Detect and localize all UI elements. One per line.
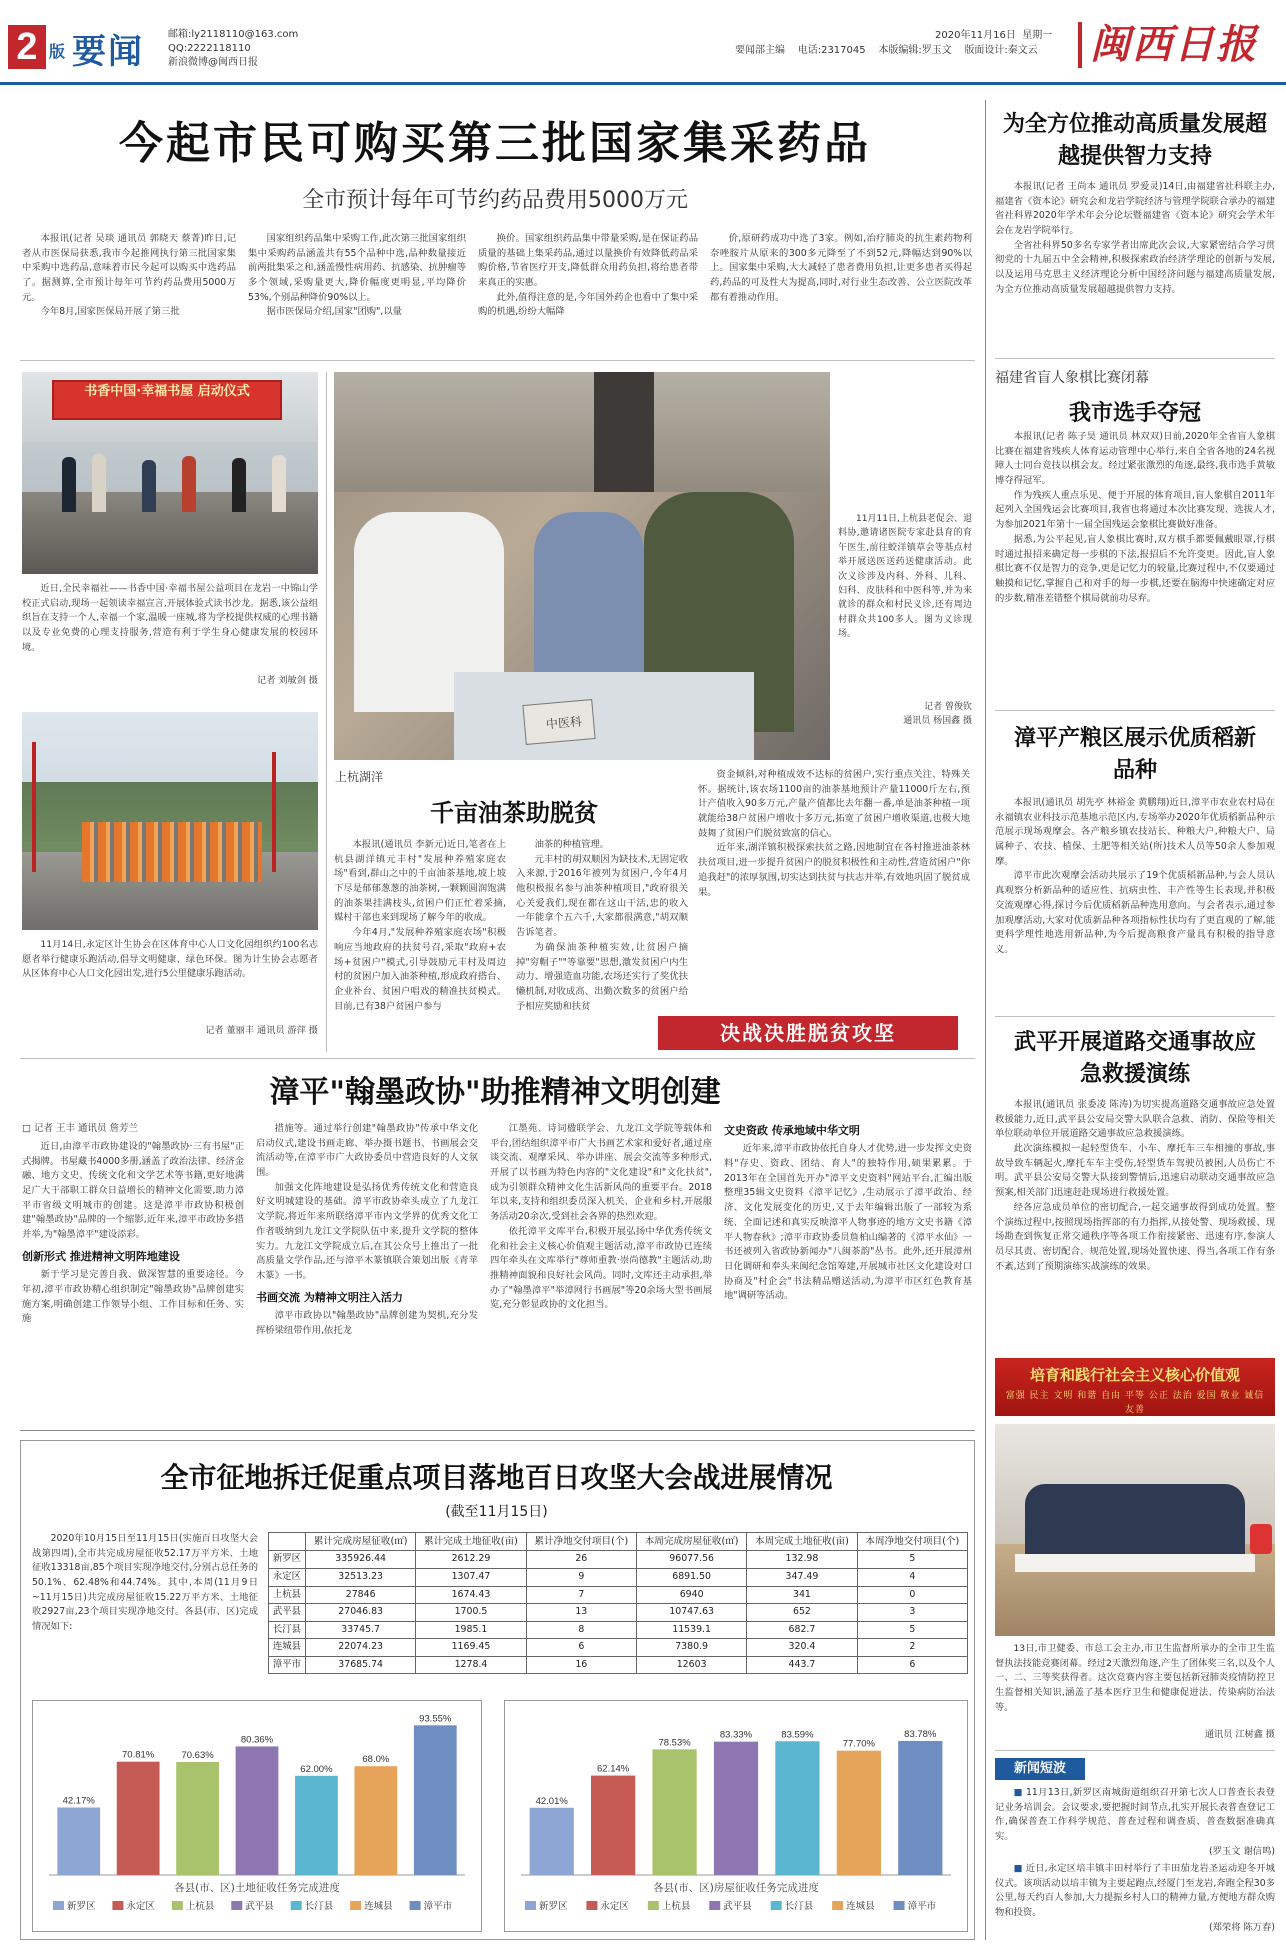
- table-cell: 长汀县: [269, 1621, 306, 1639]
- photo-fun-run-caption: 11月14日,永定区计生协会在区体育中心人口文化园组织约100名志愿者举行健康乐跑活动,倡导文明健康、绿色环保。图为计生协会志愿者从区体育中心人口文化园出发,进行5公里健康乐跑活动。: [22, 939, 318, 980]
- paragraph: 本报讯(记者 王尚本 通讯员 罗爱灵)14日,由福建省社科联主办,福建省《资本论》研究会和龙岩学院经济与管理学院联合承办的福建省社科界2020年学术年会分论坛暨福建省《资本论》研究会学术年会在龙岩学院举行。: [995, 181, 1275, 237]
- legend-swatch: [112, 1901, 123, 1910]
- legend-label: 上杭县: [185, 1901, 215, 1912]
- legend-swatch: [231, 1901, 242, 1910]
- legend-label: 上杭县: [661, 1901, 691, 1912]
- legend-swatch: [291, 1901, 302, 1910]
- paragraph: 近年来,湖洋镇积极探索扶贫之路,因地制宜在各村推进油茶林扶贫项目,进一步提升贫困户的脱贫积极性和主动性,营造贫困户"你追我赶"的浓厚氛围,切实达到扶贫与扶志并举,有效地巩固了脱贫成果。: [698, 842, 970, 898]
- table-cell: 443.7: [747, 1656, 857, 1674]
- table-cell: 37685.74: [305, 1656, 415, 1674]
- paragraph: 全省社科界50多名专家学者出席此次会议,大家紧密结合学习贯彻党的十九届五中全会精神,积极探索政治经济学理论的创新与发展,以及运用马克思主义经济理论分析中国经济问题与福建高质量发展,为全方位推动高质量发展超越提供智力支持。: [995, 239, 1275, 295]
- tea-kicker: 上杭湖洋: [335, 770, 384, 784]
- page-designer: 版面设计:秦文云: [964, 45, 1038, 56]
- table-cell: 5: [857, 1621, 967, 1639]
- table-cell: 347.49: [747, 1568, 857, 1586]
- core-values-list: 富强 民主 文明 和谐 自由 平等 公正 法治 爱国 敬业 诚信 友善: [1005, 1391, 1265, 1415]
- legend-swatch: [172, 1901, 183, 1910]
- paragraph: 元丰村的胡双顺因为缺技术,无固定收入来源,于2016年被列为贫困户,今年4月他积极报名参与油茶种植项目,"政府很关心关爱我们,现在都在这山干活,忠的收入一年能拿个五六千,大家都很满意,"胡双顺告诉笔者。: [516, 853, 688, 939]
- legend-swatch: [410, 1901, 421, 1910]
- table-cell: 682.7: [747, 1621, 857, 1639]
- bar-永定区: [117, 1762, 160, 1875]
- paragraph: 作为残疾人重点乐见、便于开展的体育项目,盲人象棋自2011年起列入全国残运会比赛项目,我省也将通过本次比赛发现、选拔人才,为参加2021年第十一届全国残运会象棋比赛做好准备。: [995, 489, 1275, 531]
- table-header: 累计净地交付项目(个): [526, 1533, 636, 1551]
- news-brief-1: ■ 11月13日,新罗区南城街道组织召开第七次人口普查长表登记业务培训会。会议要求,要把握时间节点,扎实开展长表普查登记工作,确保普查工作科学规范、普查过程和调查质、普查数据准确真实。 (罗玉文 谢信鸣): [995, 1787, 1275, 1857]
- photo-free-clinic: [334, 372, 830, 760]
- table-cell: 新罗区: [269, 1551, 306, 1569]
- photo-fun-run: [22, 712, 318, 930]
- right-a3-body: [995, 796, 1275, 958]
- paragraph: 资金倾斜,对种植成效不达标的贫困户,实行重点关注、特殊关怀。据统计,该农场1100亩的油茶基地预计产量11000斤左右,预计产值收入90多万元,产量产值都比去年翻一番,单是油茶种植一项就能给38户贫困户增收十多万元,拓宽了贫困户增收渠道,也极大地鼓舞了贫困户们脱贫致富的信心。: [698, 769, 970, 839]
- table-header: 本周完成房屋征收(㎡): [636, 1533, 746, 1551]
- core-values-banner: [995, 1358, 1275, 1416]
- bar-value-label: 70.63%: [181, 1749, 214, 1761]
- table-cell: 1985.1: [416, 1621, 526, 1639]
- bar-value-label: 83.78%: [904, 1728, 937, 1740]
- table-cell: 16: [526, 1656, 636, 1674]
- table-row: [269, 1656, 968, 1674]
- house-chart: [504, 1700, 968, 1932]
- bar-长汀县: [295, 1776, 338, 1875]
- bar-value-label: 83.59%: [781, 1729, 814, 1741]
- legend-label: 新罗区: [539, 1901, 568, 1912]
- bar-长汀县: [775, 1741, 819, 1875]
- table-cell: 33745.7: [305, 1621, 415, 1639]
- legend-swatch: [648, 1901, 659, 1910]
- tea-col-1: [334, 838, 506, 1014]
- legend-swatch: [832, 1901, 843, 1910]
- bar-新罗区: [57, 1808, 100, 1875]
- paragraph: 本报讯(记者 陈子昊 通讯员 林双双)日前,2020年全省盲人象棋比赛在福建省残疾人体育运动管理中心举行,来自全省各地的24名视障人士同台竞技以棋会友。经过紧张激烈的角逐,最终,我市选手黄敏博夺得冠军。: [995, 431, 1275, 487]
- photo-fun-run-credit: 记者 董丽丰 通讯员 游萍 摄: [205, 1025, 318, 1036]
- tea-col-3: [698, 768, 970, 900]
- table-cell: 4: [857, 1568, 967, 1586]
- table-cell: 7: [526, 1586, 636, 1604]
- legend-swatch: [709, 1901, 720, 1910]
- bar-连城县: [354, 1766, 397, 1875]
- bar-武平县: [714, 1742, 758, 1875]
- table-cell: 341: [747, 1586, 857, 1604]
- legend-label: 武平县: [723, 1901, 752, 1912]
- subheading: 创新形式 推进精神文明阵地建设: [22, 1249, 180, 1263]
- legend-label: 连城县: [846, 1901, 875, 1912]
- hanmo-title: 漳平"翰墨政协"助推精神文明创建: [269, 1075, 721, 1110]
- paragraph: 江墨苑、诗词楹联学会、九龙江文学院等载体和平台,团结组织漳平市广大书画艺术家和爱好者,通过座谈交流、观摩采风、举办讲座、展会交流等多种形式,开展了以书画为特色内容的"文化建设"和"文化扶贫",成为引领群众精神文化生活新风尚的重要平台。2018年以来,支持和组织委员深入机关、企业和乡村,开展服务活动20余次,受到社会各界的热烈欢迎。: [490, 1123, 712, 1223]
- legend-swatch: [586, 1901, 597, 1910]
- table-cell: 1307.47: [416, 1568, 526, 1586]
- photo-free-clinic-caption: 11月11日,上杭县老促会、退料协,邀请诸医院专家赴县育的育午医生,前往蛟洋镇草会等基点村举开展送医送药送健康活动。此次义诊涉及内科、外科、儿科、妇科、皮肤科和中医科等,并为来就诊的群众和村民义诊,还有周边村群众共100多人。图为义诊现场。: [838, 514, 972, 640]
- lead-col-3: [478, 232, 698, 320]
- legend-swatch: [894, 1901, 905, 1910]
- table-row: [269, 1621, 968, 1639]
- bar-value-label: 42.01%: [535, 1795, 568, 1807]
- subheading: 文史资政 传承地域中华文明: [724, 1124, 860, 1137]
- bottom-intro: 2020年10月15日至11月15日(实施百日攻坚大会战第四周),全市共完成房屋征收52.17万平方米、土地征收13318亩,85个项目实现净地交付,分别占总任务的50.1%、62.48%和44.74%。其中,本周(11月9日~11月15日)共完成房屋征收15.22万平方米、土地征收2927亩,23个项目实现净地交付。各县(市、区)完成情况如下:: [32, 1533, 258, 1633]
- legend-swatch: [53, 1901, 64, 1910]
- table-header: [269, 1533, 306, 1551]
- bottom-subtitle: (截至11月15日): [445, 1504, 548, 1520]
- hanmo-col-3: [490, 1122, 712, 1313]
- table-cell: 32513.23: [305, 1568, 415, 1586]
- paragraph: 国家组织药品集中采购工作,此次第三批国家组织集中采购药品涵盖共有55个品种中选,品种数量接近前两批集采之和,涵盖慢性病用药、抗感染、抗肿瘤等多个领域,采购量更大,降价幅度更明显,平均降价53%,个别品种降价90%以上。: [248, 233, 466, 303]
- bar-value-label: 78.53%: [658, 1737, 691, 1749]
- table-cell: 320.4: [747, 1639, 857, 1657]
- table-row: [269, 1604, 968, 1622]
- paragraph: 本报讯(通讯员 李新元)近日,笔者在上杭县湖洋镇元丰村"发展种养殖家庭农场"看到,群山之中的千亩油茶基地,坡上坡下尽是郁郁葱葱的油茶树,一颗颗圆润饱满的油茶果挂满枝头,贫困户们正忙着采摘,媒村干部也来到现场了解今年的收成。: [334, 839, 506, 924]
- table-cell: 6: [857, 1656, 967, 1674]
- table-header: 本周净地交付项目(个): [857, 1533, 967, 1551]
- tea-col-2: [516, 838, 688, 1014]
- right-a2-kicker: 福建省盲人象棋比赛闭幕: [995, 370, 1149, 386]
- contact-qq: QQ:2222118110: [168, 43, 251, 54]
- paragraph: 油茶的种植管理。: [534, 839, 609, 850]
- bar-连城县: [837, 1751, 881, 1875]
- legend-swatch: [350, 1901, 361, 1910]
- table-cell: 7380.9: [636, 1639, 746, 1657]
- legend-label: 漳平市: [907, 1901, 937, 1912]
- masthead-logo: 闽西日报: [1090, 21, 1258, 68]
- legend-swatch: [771, 1901, 782, 1910]
- table-cell: 0: [857, 1586, 967, 1604]
- table-cell: 13: [526, 1604, 636, 1622]
- paragraph: 本报讯(通讯员 胡先亭 林裕金 黄鹏翔)近日,漳平市农业农村局在永福镇农业科技示范基地示范区内,专场举办2020年优质稻新品种示范展示现场观摩会。各产粮乡镇农技站长、种粮大户,种粮大户、局属种子、农技、植保、土肥等相关站(所)技术人员等50余人参加观摩。: [995, 797, 1275, 867]
- table-cell: 335926.44: [305, 1551, 415, 1569]
- table-cell: 96077.56: [636, 1551, 746, 1569]
- photo-free-clinic-credit: 记者 曾俊钦 通讯员 杨国鑫 摄: [903, 702, 972, 727]
- paragraph: 此外,值得注意的是,今年国外药企也看中了集中采购的机遇,纷纷大幅降: [478, 291, 698, 318]
- bar-value-label: 68.0%: [362, 1754, 390, 1766]
- table-row: [269, 1551, 968, 1569]
- paragraph: 经各应急成员单位的密切配合,一起交通事故得到成功处置。整个演练过程中,按照现场指挥部的有力指挥,从接处警、现场救援、现场勘查到恢复正常交通秩序等各项工作衔接紧密、迅速有序,参演人员尽其责、密切配合、规范处置,现场处置快速、得当,各项工作有条不紊,达到了预期演练实战演练的效果。: [995, 1201, 1275, 1272]
- table-row: [269, 1568, 968, 1586]
- legend-label: 连城县: [364, 1901, 393, 1912]
- table-cell: 武平县: [269, 1604, 306, 1622]
- table-cell: 上杭县: [269, 1586, 306, 1604]
- table-row: [269, 1586, 968, 1604]
- paragraph: 本报讯(通讯员 张委凌 陈涛)为切实提高道路交通事故应急处置救援能力,近日,武平县公安局交警大队联合急救、消防、保险等相关单位联动单位开展道路交通事故应急救援演练。: [995, 1099, 1275, 1140]
- paragraph: 换价。国家组织药品集中带量采购,是在保证药品质量的基础上集采药品,通过以量换价有效降低药品采购价格,节省医疗开支,降低群众用药负担,将给患者带来真正的实惠。: [478, 233, 698, 289]
- contact-email: 邮箱:ly2118110@163.com: [168, 29, 299, 40]
- bar-value-label: 42.17%: [62, 1795, 95, 1807]
- page-number-badge: 2: [8, 25, 46, 69]
- bar-上杭县: [652, 1749, 696, 1875]
- table-cell: 27846: [305, 1586, 415, 1604]
- bar-value-label: 83.33%: [719, 1729, 753, 1741]
- table-cell: 连城县: [269, 1639, 306, 1657]
- legend-label: 漳平市: [423, 1901, 453, 1912]
- issue-weekday: 星期一: [1022, 30, 1053, 41]
- hanmo-col-2: [256, 1122, 478, 1338]
- bar-上杭县: [176, 1762, 219, 1875]
- table-cell: 漳平市: [269, 1656, 306, 1674]
- banner-text: 书香中国·幸福书屋 启动仪式: [84, 384, 250, 399]
- paragraph: 今年4月,"发展种养殖家庭农场"积极响应当地政府的扶贫号召,采取"政府+农场+贫困户"模式,引导鼓励元丰村及周边村的贫困户加入油茶种植,形成政府搭台、企业补台、贫困户唱戏的精准扶贫模式。目前,已有38户贫困户参与: [334, 927, 506, 1012]
- paragraph: 今年8月,国家医保局开展了第三批: [40, 306, 180, 318]
- paragraph: 措施等。通过举行创建"翰墨政协"传承中华文化启动仪式,建设书画走廊、举办摄书题书、书画展会交流活动等,在漳平市广大政协委员中营造良好的人文氛围。: [256, 1123, 478, 1179]
- bar-value-label: 80.36%: [240, 1734, 274, 1746]
- table-cell: 27046.83: [305, 1604, 415, 1622]
- poverty-banner: 决战决胜脱贫攻坚: [658, 1016, 958, 1050]
- photo-competition-caption: 13日,市卫健委、市总工会主办,市卫生监督所承办的全市卫生监督执法技能竞赛闭幕。经过2天激烈角逐,产生了团体奖三名,以及个人一、二、三等奖获得者。这次竞赛内容主要包括新冠肺炎疫情防控卫生监督相关知识,涵盖了基本医疗卫生和健康促进法、传染病防治法等。: [995, 1643, 1275, 1713]
- legend-label: 永定区: [600, 1901, 629, 1912]
- paragraph: 加强文化阵地建设是弘扬优秀传统文化和营造良好文明城建设的基础。漳平市政协牵头成立了九龙江文学院,将近年来所联络漳平市内文学界的优秀文化工作者吸纳到九龙江文学院队伍中来,提升文学院的整体实力。九龙江文学院成立后,在其公众号上推出了一批高质量文学作品,还与漳平木篆镇联合策划出版《青苹木篆》一书。: [256, 1181, 478, 1281]
- news-brief-header: 新闻短波: [995, 1758, 1085, 1780]
- bar-武平县: [236, 1746, 279, 1875]
- table-row: [269, 1639, 968, 1657]
- right-a1-body: [995, 180, 1275, 298]
- paragraph: 本报讯(记者 吴琰 通讯员 郭晓天 蔡菁)昨日,记者从市医保局获悉,我市今起推网执行第三批国家集中采购中选药品,意味着市民今起可以购买中选药品了。据测算,全市预计每年可节约药品费用5000万元。: [22, 233, 236, 303]
- legend-label: 武平县: [245, 1901, 274, 1912]
- table-cell: 1700.5: [416, 1604, 526, 1622]
- table-cell: 6940: [636, 1586, 746, 1604]
- hanmo-col-1: [22, 1140, 244, 1327]
- paragraph: 此次演练模拟一起轻型货车、小车、摩托车三车相撞的事故,事故导致车辆起火,摩托车车主受伤,轻型货车驾驶员被困,人员伤亡不明。武平县公安局交警大队接到警情后,迅速启动联动交通事故应急预案,相关部门迅速赶赴现场进行救援处置。: [995, 1143, 1275, 1199]
- bar-value-label: 62.14%: [597, 1763, 630, 1775]
- lead-col-2: [248, 232, 466, 320]
- table-cell: 1278.4: [416, 1656, 526, 1674]
- clinic-sign: 中医科: [545, 714, 583, 732]
- tea-title: 千亩油茶助脱贫: [430, 798, 598, 827]
- paragraph: 价,原研药成功中选了3家。例如,治疗肺炎的抗生素药物利奈唑胺片从原来的300多元降至了不到52元,降幅达到90%以上。国家集中采购,大大减轻了患者费用负担,让更多患者买得起药,药品的可及性大为提高,同时,对行业生态改善、公立医院改革都有着推动作用。: [710, 233, 972, 303]
- core-values-title: 培育和践行社会主义核心价值观: [1029, 1366, 1240, 1384]
- lead-subtitle: 全市预计每年可节约药品费用5000万元: [302, 188, 688, 213]
- subheading: 书画交流 为精神文明注入活力: [256, 1290, 403, 1304]
- photo-reading-room-caption: 近日,全民幸福社——书香中国·幸福书屋公益项目在龙岩一中锦山学校正式启动,现场一起领读幸福宣言,开展体验式读书沙龙。据悉,该公益组织旨在支持一个人,幸福一个家,温暖一座城,将为学校提供权威的心理书籍以及专业免费的心理支持服务,营造有利于学生身心健康发展的校园环境。: [22, 583, 318, 653]
- table-cell: 11539.1: [636, 1621, 746, 1639]
- contact-weibo: 新浪微博@闽西日报: [168, 57, 258, 68]
- table-cell: 12603: [636, 1656, 746, 1674]
- table-header: 本周完成土地征收(亩): [747, 1533, 857, 1551]
- lead-title: 今起市民可购买第三批国家集采药品: [119, 118, 871, 169]
- legend-label: 永定区: [126, 1901, 155, 1912]
- table-cell: 1169.45: [416, 1639, 526, 1657]
- photo-competition: [995, 1424, 1275, 1636]
- bottom-title: 全市征地拆迁促重点项目落地百日攻坚大会战进展情况: [160, 1461, 833, 1494]
- legend-label: 长汀县: [784, 1901, 814, 1912]
- table-cell: 1674.43: [416, 1586, 526, 1604]
- chart-title: 各县(市、区)房屋征收任务完成进度: [653, 1882, 819, 1894]
- progress-table: [268, 1532, 968, 1674]
- table-cell: 10747.63: [636, 1604, 746, 1622]
- bar-value-label: 77.70%: [842, 1738, 875, 1750]
- chart-title: 各县(市、区)土地征收任务完成进度: [174, 1882, 340, 1894]
- table-cell: 26: [526, 1551, 636, 1569]
- page-editor: 本版编辑:罗玉文: [878, 45, 952, 56]
- table-cell: 9: [526, 1568, 636, 1586]
- house-chart-svg: [505, 1701, 967, 1931]
- page-header: [0, 0, 1286, 90]
- table-cell: 2: [857, 1639, 967, 1657]
- right-a3-title: 漳平产粮区展示优质稻新品种: [1013, 725, 1256, 783]
- lead-col-4: [710, 232, 972, 305]
- paragraph: 漳平市政协以"翰墨政协"品牌创建为契机,充分发挥桥梁纽带作用,依托龙: [256, 1309, 478, 1336]
- right-a2-body: [995, 430, 1275, 606]
- paragraph: 漳平市此次观摩会活动共展示了19个优质稻新品种,与会人员认真观察分析新品种的适应性、抗病虫性、丰产性等生长表现,并积极交流观摩心得,探讨今后优质稻新品种选用意向。与会者表示,通过参加观摩活动,大家对优质新品种各项指标性状均有了更直观的了解,能更科学理性地选用新品种,为今后提高粮食产量具有积极的指导意义。: [995, 870, 1275, 955]
- paragraph: 新于学习是完善自我、做深智慧的重要途径。今年初,漳平市政协精心组织制定"翰墨政协"品牌创建实施方案,明确创建工作领导小组、工作目标和任务、实施: [22, 1269, 244, 1325]
- section-name: 要闻: [72, 32, 144, 72]
- table-cell: 2612.29: [416, 1551, 526, 1569]
- table-cell: 22074.23: [305, 1639, 415, 1657]
- table-cell: 132.98: [747, 1551, 857, 1569]
- paragraph: 据悉,为公平起见,盲人象棋比赛时,双方棋手都要佩戴眼罩,行棋时通过报招来确定每一步棋的下法,报招后不允许变更。因此,盲人象棋比赛不仅是智力的竞争,更是记忆力的较量,比赛过程中,不仅要通过触摸和记忆,掌握自己和对手的每一步棋,还要在脑海中快速确定对应的步数,精准差错整个棋局就前功尽弃。: [995, 533, 1275, 604]
- bar-value-label: 70.81%: [122, 1749, 155, 1761]
- bar-新罗区: [530, 1808, 574, 1875]
- table-cell: 6: [526, 1639, 636, 1657]
- bar-漳平市: [414, 1725, 457, 1875]
- photo-competition-credit: 通讯员 江树鑫 摄: [1204, 1729, 1275, 1740]
- paragraph: 近年来,漳平市政协依托自身人才优势,进一步发挥文史资料"存史、资政、团结、育人"的独特作用,硕果累累。于2013年在全国首先开办"漳平文史资料"网站平台,汇编出版整理35辑文史资料《漳平记忆》,生动展示了漳平政治、经济、文化发展变化的历史,又于去年编辑出版了一部较为系统、全面记述和真实反映漳平人物事迹的地方文史书籍《漳平人物春秋》;漳平市政协委员詹柏山编著的《漳平水仙》一书还被列入省政协新闻办"八闽茶韵"丛书。此外,还开展漳州日化调研和奉头来闽纪念馆筹建,开展城市社区文化建设对口协商及"村企会"书法精品赠送活动,为漳平市区红色教育基地"调研等活动。: [724, 1143, 972, 1302]
- photo-reading-room-credit: 记者 刘敏剑 摄: [257, 675, 318, 686]
- table-header: 累计完成土地征收(亩): [416, 1533, 526, 1551]
- photo-reading-room: [22, 372, 318, 574]
- table-cell: 8: [526, 1621, 636, 1639]
- bar-value-label: 93.55%: [419, 1713, 452, 1725]
- table-cell: 永定区: [269, 1568, 306, 1586]
- hanmo-byline: □ 记者 王丰 通讯员 詹芳兰: [22, 1123, 139, 1134]
- paragraph: 据市医保局介绍,国家"团购",以量: [266, 306, 402, 318]
- bar-value-label: 62.00%: [300, 1763, 333, 1775]
- bar-永定区: [591, 1776, 635, 1875]
- lead-col-1: [22, 232, 236, 320]
- table-cell: 6891.50: [636, 1568, 746, 1586]
- legend-swatch: [525, 1901, 536, 1910]
- news-brief-2: ■ 近日,永定区培丰镇丰田村举行了丰田茄龙岩圣运动迎冬开城仪式。该项活动以培丰镇为主要起跑点,经厦门至龙岩,奔跑全程30多公里,每天约百人参加,大力提振乡村人口的精神力量,方便地方群众购物和投资。 (郑荣将 陈万春): [995, 1863, 1275, 1933]
- paragraph: 近日,由漳平市政协建设的"翰墨政协·三有书屋"正式揭牌。书屋藏书4000多册,涵盖了政治法律、经济金融、地方文史、传统文化和文学艺术等书籍,更好地满足广大干部职工群众日益增长的精神文化需要,助力漳平市省级文明城市的创建。这是漳平市政协积极创建"翰墨政协"品牌的一个缩影,近年来,漳平市政协多措并举,为"翰墨漳平"建设添彩。: [22, 1141, 244, 1241]
- right-a2-title: 我市选手夺冠: [1068, 400, 1201, 426]
- legend-label: 长汀县: [304, 1901, 334, 1912]
- table-header: 累计完成房屋征收(㎡): [305, 1533, 415, 1551]
- paragraph: 为确保油茶种植实效,让贫困户摘掉"穷帽子""等靠要"思想,激发贫困户内生动力、增强造血功能,农场还实行了奖优扶懒机制,对收成高、出勤次数多的贫困户给予相应奖励和扶贫: [516, 941, 688, 1012]
- issue-date: 2020年11月16日: [935, 30, 1016, 41]
- page-suffix: 版: [49, 42, 66, 61]
- paragraph: 依托漳平文库平台,积极开展弘扬中华优秀传统文化和社会主义核心价值观主题活动,漳平市政协已连续四年牵头在文库举行"尊师重教·崇尚德教"主题活动,助推精神面貌和良好社会风尚。同时,文库还主动承担,举办了"翰墨漳平"举漳网行书画展"等20余场大型书画展览,充分彰显政协的文化担当。: [490, 1225, 712, 1311]
- editor-phone: 电话:2317045: [797, 45, 866, 56]
- land-chart: [32, 1700, 482, 1932]
- right-a4-title: 武平开展道路交通事故应急救援演练: [1013, 1029, 1256, 1087]
- chief-editor: 要闻部主编: [735, 45, 785, 56]
- bar-漳平市: [898, 1741, 942, 1875]
- legend-label: 新罗区: [67, 1901, 96, 1912]
- right-a4-body: [995, 1098, 1275, 1274]
- table-cell: 5: [857, 1551, 967, 1569]
- land-chart-svg: [33, 1701, 481, 1931]
- table-cell: 3: [857, 1604, 967, 1622]
- hanmo-col-4: [724, 1122, 972, 1304]
- table-cell: 652: [747, 1604, 857, 1622]
- right-a1-title: 为全方位推动高质量发展超越提供智力支持: [1002, 111, 1267, 169]
